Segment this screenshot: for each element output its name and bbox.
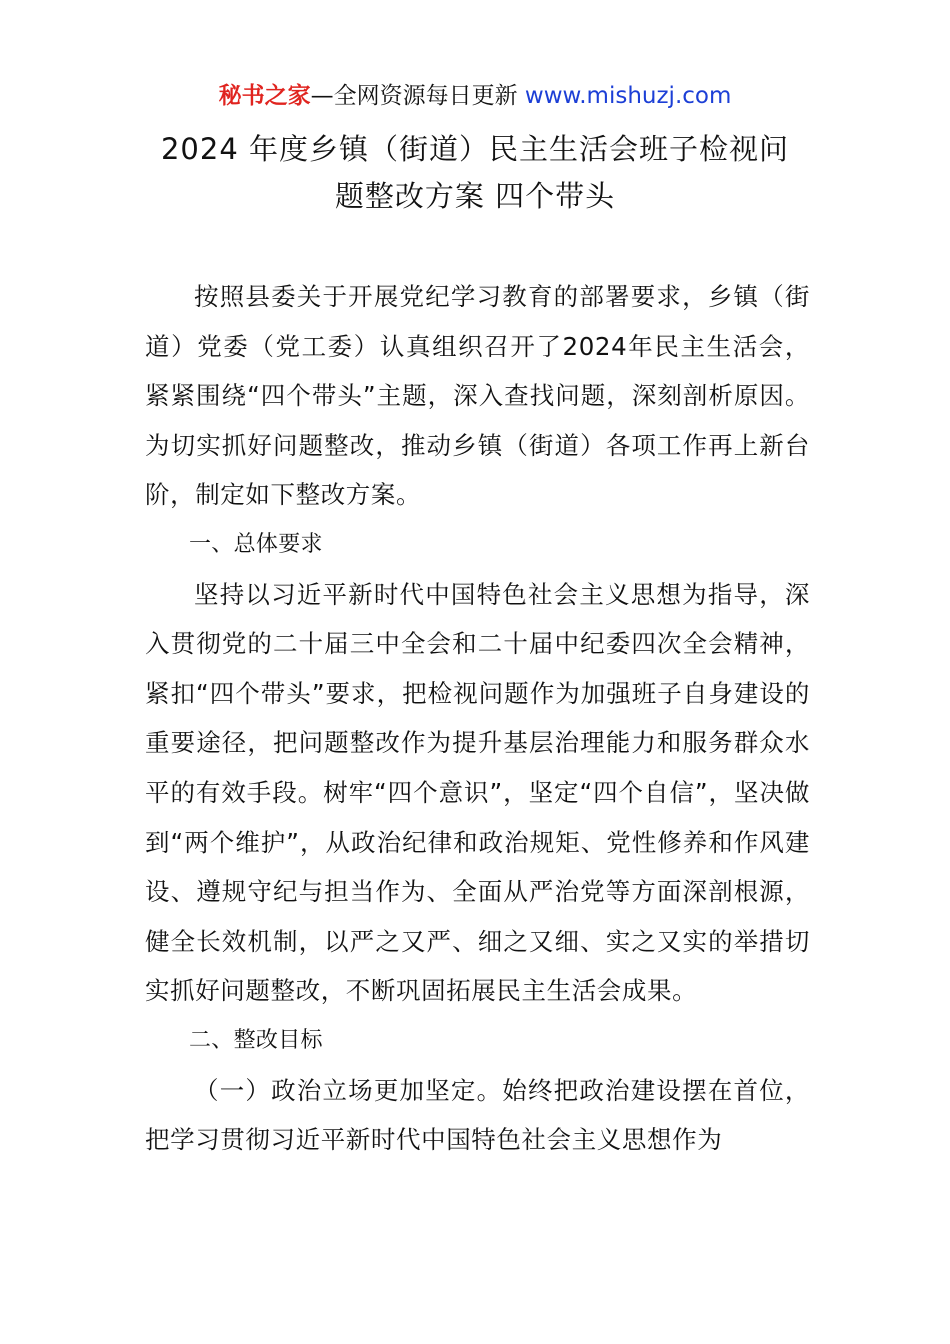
section-heading-general-requirements: 一、总体要求	[189, 531, 323, 557]
section-heading-rectification-goals: 二、整改目标	[189, 1027, 323, 1053]
site-tagline: —全网资源每日更新	[310, 83, 525, 109]
document-title-line-1: 2024 年度乡镇（街道）民主生活会班子检视问	[160, 132, 790, 166]
site-header	[0, 80, 950, 112]
site-brand: 秘书之家	[218, 83, 311, 109]
general-requirements-paragraph: 坚持以习近平新时代中国特色社会主义思想为指导，深入贯彻党的二十届三中全会和二十届中纪委四次全会精神，紧扣“四个带头”要求，把检视问题作为加强班子自身建设的重要途径，把问题整改作为提升基层治理能力和服务群众水平的有效手段。树牢“四个意识”，坚定“四个自信”，坚决做到“两个维护”，从政治纪律和政治规矩、党性修养和作风建设、遵规守纪与担当作为、全面从严治党等方面深剖根源，健全长效机制，以严之又严、细之又细、实之又实的举措切实抓好问题整改，不断巩固拓展民主生活会成果。	[145, 579, 810, 1006]
document-title-line-2: 题整改方案 四个带头	[334, 179, 616, 213]
intro-paragraph: 按照县委关于开展党纪学习教育的部署要求，乡镇（街道）党委（党工委）认真组织召开了2024年民主生活会，紧紧围绕“四个带头”主题，深入查找问题，深刻剖析原因。为切实抓好问题整改，推动乡镇（街道）各项工作再上新台阶，制定如下整改方案。	[145, 282, 810, 510]
goal-item-1-paragraph: （一）政治立场更加坚定。始终把政治建设摆在首位，把学习贯彻习近平新时代中国特色社会主义思想作为	[145, 1075, 810, 1155]
document-body	[145, 272, 810, 1165]
document-title	[60, 126, 890, 220]
site-url-link[interactable]: www.mishuzj.com	[524, 83, 732, 109]
